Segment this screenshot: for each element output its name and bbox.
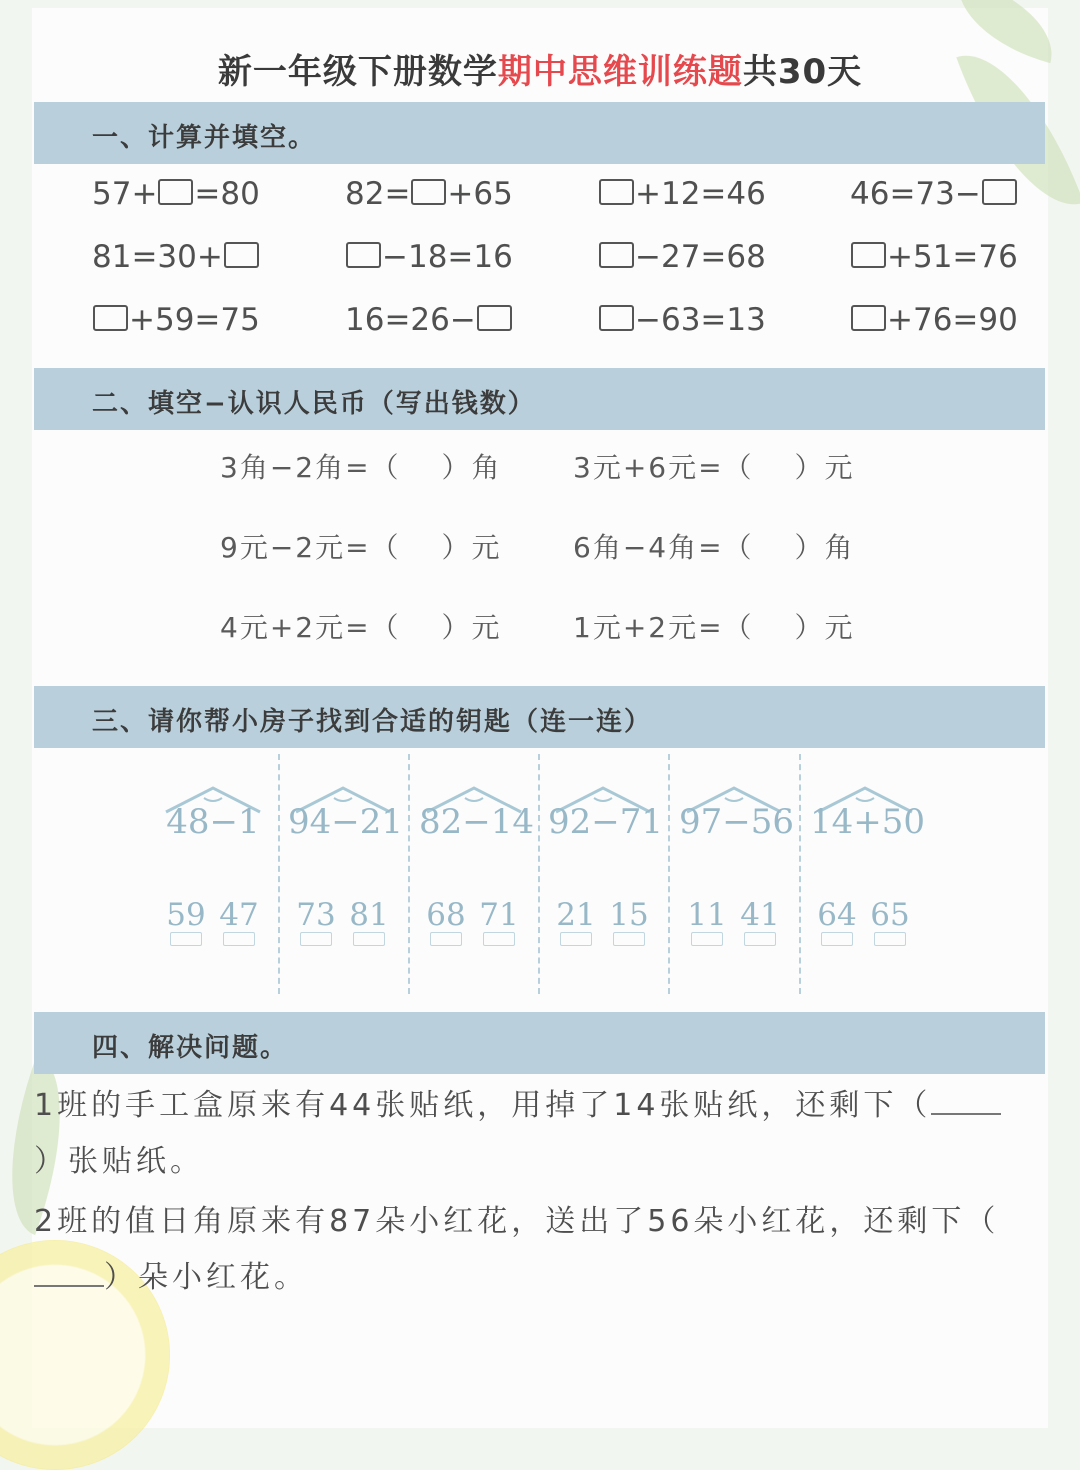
- money-question: 1元+2元=（ ）元: [573, 611, 855, 644]
- key-icon: [223, 932, 255, 946]
- equation: +59=75: [92, 302, 260, 338]
- answer-box[interactable]: [599, 179, 634, 205]
- house-expression: 92−71: [548, 802, 664, 842]
- key-number: 11: [687, 897, 727, 933]
- equation: −63=13: [598, 302, 766, 338]
- key-icon: [300, 932, 332, 946]
- equation: +76=90: [850, 302, 1018, 338]
- equation: −27=68: [598, 239, 766, 275]
- house-expression: 14+50: [810, 802, 926, 842]
- answer-box[interactable]: [851, 305, 886, 331]
- answer-blank[interactable]: [34, 1257, 104, 1287]
- house-card[interactable]: [810, 784, 926, 844]
- key-icon: [613, 932, 645, 946]
- column-divider: [408, 754, 410, 994]
- key-card[interactable]: [685, 898, 729, 948]
- key-number: 64: [817, 897, 857, 933]
- key-card[interactable]: [815, 898, 859, 948]
- key-icon: [874, 932, 906, 946]
- answer-box[interactable]: [477, 305, 512, 331]
- key-number: 73: [296, 897, 336, 933]
- key-card[interactable]: [607, 898, 651, 948]
- answer-box[interactable]: [411, 179, 446, 205]
- house-card[interactable]: [288, 784, 404, 844]
- money-question: 9元−2元=（ ）元: [220, 531, 502, 564]
- section-3-header: 三、请你帮小房子找到合适的钥匙（连一连）: [34, 686, 1045, 748]
- page-title: 新一年级下册数学期中思维训练题共30天: [217, 52, 863, 92]
- key-number: 15: [609, 897, 649, 933]
- key-card[interactable]: [868, 898, 912, 948]
- money-question: 4元+2元=（ ）元: [220, 611, 502, 644]
- key-card[interactable]: [424, 898, 468, 948]
- key-icon: [821, 932, 853, 946]
- answer-box[interactable]: [224, 242, 259, 268]
- column-divider: [538, 754, 540, 994]
- key-icon: [483, 932, 515, 946]
- house-card[interactable]: [419, 784, 535, 844]
- key-card[interactable]: [164, 898, 208, 948]
- key-card[interactable]: [347, 898, 391, 948]
- column-divider: [668, 754, 670, 994]
- answer-box[interactable]: [599, 305, 634, 331]
- word-problem-1: 1班的手工盒原来有44张贴纸，用掉了14张贴纸，还剩下（ ）张贴纸。: [34, 1078, 1044, 1190]
- equation: −18=16: [345, 239, 513, 275]
- key-number: 41: [740, 897, 780, 933]
- equation: 46=73−: [850, 176, 1018, 212]
- equation: 57+ =80: [92, 176, 260, 212]
- key-card[interactable]: [738, 898, 782, 948]
- key-icon: [430, 932, 462, 946]
- answer-box[interactable]: [346, 242, 381, 268]
- money-question: 3元+6元=（ ）元: [573, 451, 855, 484]
- answer-blank[interactable]: [931, 1085, 1001, 1115]
- key-number: 21: [556, 897, 596, 933]
- equation: 81=30+: [92, 239, 260, 275]
- key-number: 59: [166, 897, 206, 933]
- house-card[interactable]: [548, 784, 664, 844]
- house-expression: 82−14: [419, 802, 535, 842]
- answer-box[interactable]: [93, 305, 128, 331]
- key-card[interactable]: [554, 898, 598, 948]
- key-number: 68: [426, 897, 466, 933]
- key-number: 47: [219, 897, 259, 933]
- answer-box[interactable]: [158, 179, 193, 205]
- word-problem-2: 2班的值日角原来有87朵小红花，送出了56朵小红花，还剩下（ ）朵小红花。: [34, 1204, 1000, 1295]
- key-icon: [170, 932, 202, 946]
- column-divider: [799, 754, 801, 994]
- equation: +51=76: [850, 239, 1018, 275]
- column-divider: [278, 754, 280, 994]
- answer-box[interactable]: [982, 179, 1017, 205]
- house-expression: 48−1: [166, 802, 260, 842]
- house-expression: 97−56: [679, 802, 795, 842]
- money-question: 3角−2角=（ ）角: [220, 451, 502, 484]
- key-number: 71: [479, 897, 519, 933]
- answer-box[interactable]: [851, 242, 886, 268]
- money-question: 6角−4角=（ ）角: [573, 531, 855, 564]
- section-4-header: 四、解决问题。: [34, 1012, 1045, 1074]
- house-expression: 94−21: [288, 802, 404, 842]
- key-icon: [353, 932, 385, 946]
- key-number: 81: [349, 897, 389, 933]
- key-card[interactable]: [294, 898, 338, 948]
- house-card[interactable]: [158, 784, 268, 844]
- equation: 82= +65: [345, 176, 513, 212]
- section-1-header: 一、计算并填空。: [34, 102, 1045, 164]
- key-card[interactable]: [477, 898, 521, 948]
- section-2-header: 二、填空−认识人民币（写出钱数）: [34, 368, 1045, 430]
- key-number: 65: [870, 897, 910, 933]
- equation: +12=46: [598, 176, 766, 212]
- answer-box[interactable]: [599, 242, 634, 268]
- key-card[interactable]: [217, 898, 261, 948]
- key-icon: [744, 932, 776, 946]
- key-icon: [691, 932, 723, 946]
- house-card[interactable]: [679, 784, 795, 844]
- equation: 16=26−: [345, 302, 513, 338]
- key-icon: [560, 932, 592, 946]
